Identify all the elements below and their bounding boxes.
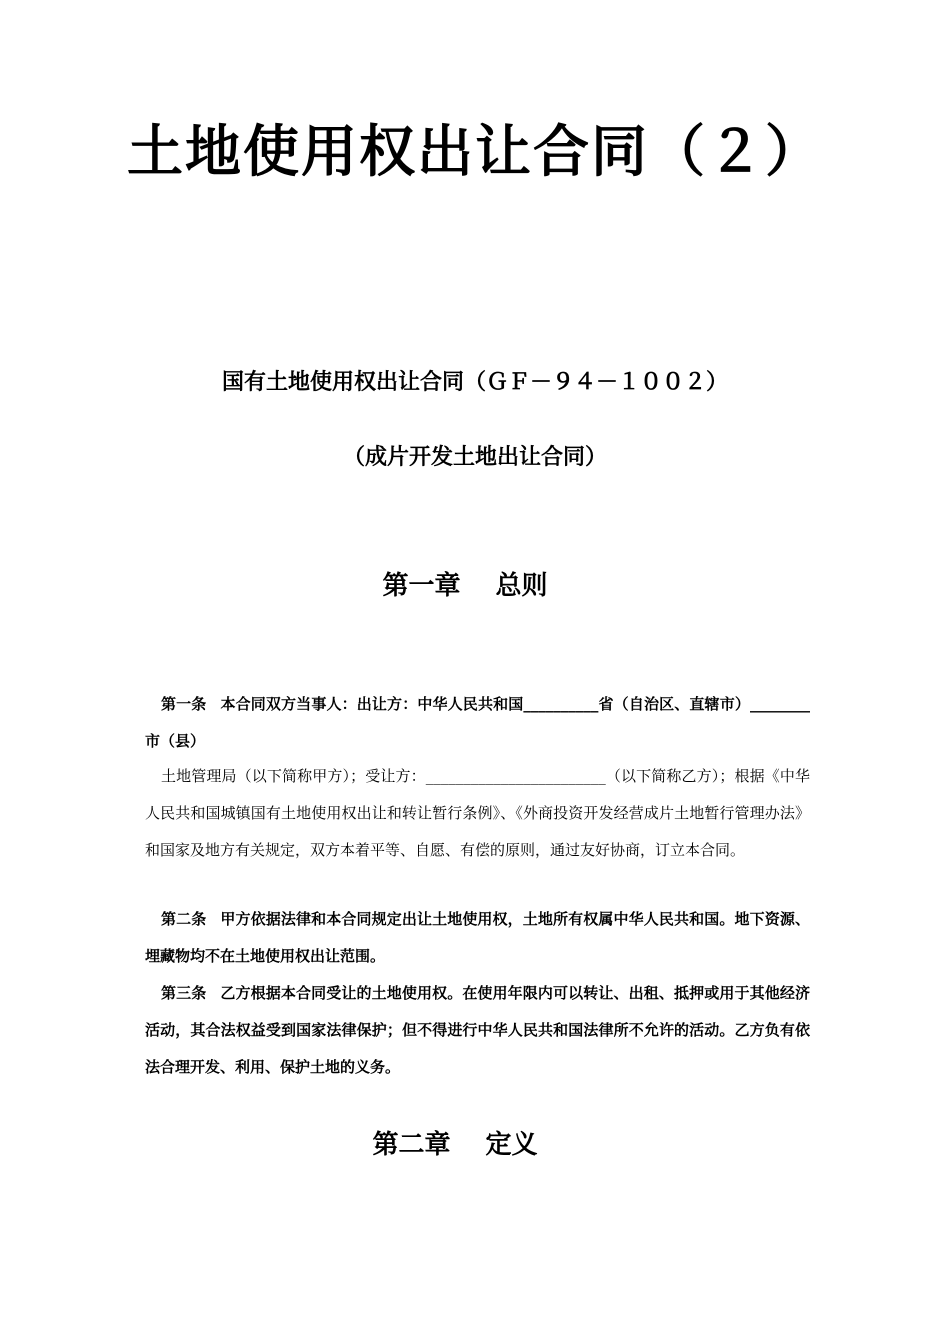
chapter-1-heading: 第一章 总则 bbox=[382, 571, 548, 601]
article-3-number: 第三条 bbox=[161, 984, 207, 1002]
article-3-paragraph bbox=[145, 975, 810, 1086]
article-2-text: 甲方依据法律和本合同规定出让土地使用权，土地所有权属中华人民共和国。地下资源、埋藏物均不在土地使用权出让范围。 bbox=[145, 910, 810, 965]
document-title: 土地使用权出让合同（２） bbox=[127, 120, 823, 185]
article-1-bold-block bbox=[145, 686, 810, 760]
article-2-paragraph bbox=[145, 901, 810, 975]
articles-2-3-block bbox=[145, 901, 810, 1086]
contract-type-subtitle: （成片开发土地出让合同） bbox=[342, 445, 607, 470]
article-1-body-paragraph: 土地管理局（以下简称甲方）；受让方：________________________（以下简称乙方）；根据《中华人民共和国城镇国有土地使用权出让和转让暂行条例》、《外商投资开发经营成片土地暂行管理办法》和国家及地方有关规定，双方本着平等、自愿、有偿的原则，通过友好协商，订立本合同。 bbox=[145, 767, 810, 859]
chapter-2-heading: 第二章 定义 bbox=[372, 1130, 538, 1160]
contract-subtitle: 国有土地使用权出让合同（ＧＦ－９４－１００２） bbox=[221, 370, 728, 395]
article-2-number: 第二条 bbox=[161, 910, 207, 928]
article-1-heading-paragraph bbox=[145, 686, 810, 760]
article-1-bold-text: 本合同双方当事人：出让方：中华人民共和国__________省（自治区、直辖市）________市（县） bbox=[145, 695, 810, 750]
article-1-number: 第一条 bbox=[161, 695, 207, 713]
article-1-body-block bbox=[145, 758, 810, 869]
article-3-text: 乙方根据本合同受让的土地使用权。在使用年限内可以转让、出租、抵押或用于其他经济活动，其合法权益受到国家法律保护；但不得进行中华人民共和国法律所不允许的活动。乙方负有依法合理开发、利用、保护土地的义务。 bbox=[145, 984, 810, 1076]
